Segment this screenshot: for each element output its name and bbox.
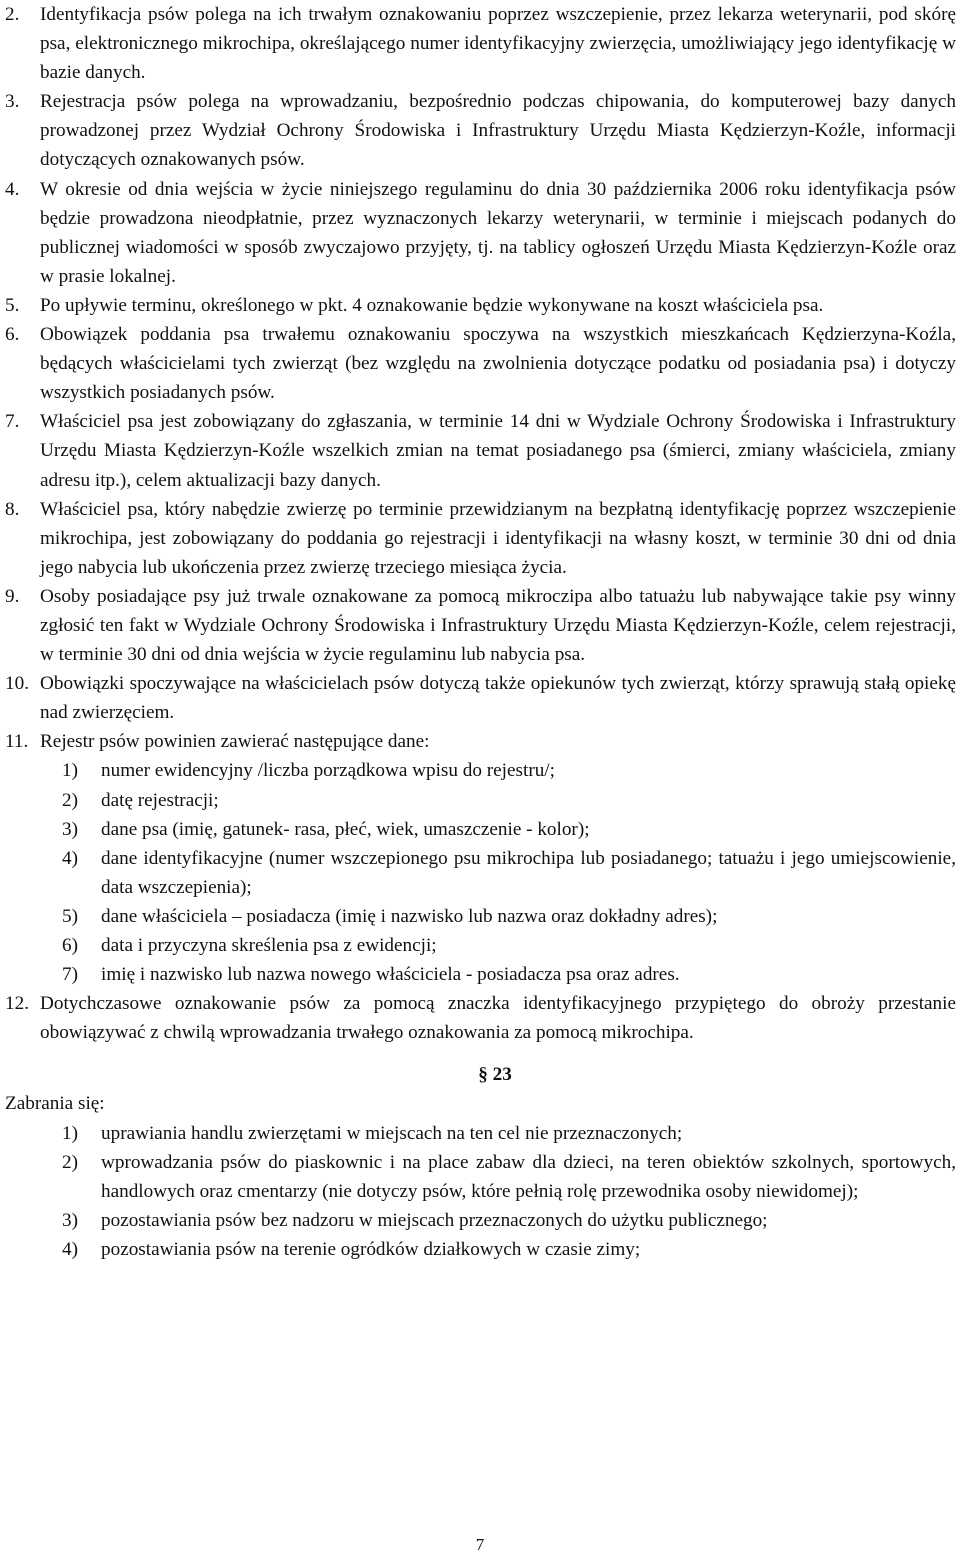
register-item: 1) numer ewidencyjny /liczba porządkowa wpisu do rejestru/; xyxy=(62,760,555,782)
register-item: 2) datę rejestracji; xyxy=(62,789,219,811)
list-item: 7. Właściciel psa jest zobowiązany do zgłaszania, w terminie 14 dni w Wydziale Ochrony Środowiska i Infrastruktury Urzędu Miasta Kędzierzyn-Koźle wszelkich zmian na temat posiadanego psa (śmierci, zmiany właściciela, zmiany adresu itp.), celem aktualizacji bazy danych. xyxy=(5,411,956,491)
register-item: 4) dane identyfikacyjne (numer wszczepionego psu mikrochipa lub posiadanego; tatuażu i jego umiejscowienie, data wszczepienia); xyxy=(62,847,956,898)
list-item: 9. Osoby posiadające psy już trwale oznakowane za pomocą mikroczipa albo tatuażu lub nabywające takie psy winny zgłosić ten fakt w Wydziale Ochrony Środowiska i Infrastruktury Urzędu Miasta Kędzierzyn-Koźle, celem rejestracji, w terminie 30 dni od dnia wejścia w życie regulaminu lub nabycia psa. xyxy=(5,585,956,666)
list-item: 5. Po upływie terminu, określonego w pkt. 4 oznakowanie będzie wykonywane na koszt właściciela psa. xyxy=(5,294,824,316)
list-item: 3. Rejestracja psów polega na wprowadzaniu, bezpośrednio podczas chipowania, do komputerowej bazy danych prowadzonej przez Wydział Ochrony Środowiska i Infrastruktury Urzędu Miasta Kędzierzyn-Koźle, informacji dotyczących oznakowanych psów. xyxy=(5,91,956,171)
prohibition-item: 3) pozostawiania psów bez nadzoru w miejscach przeznaczonych do użytku publicznego; xyxy=(62,1209,768,1231)
page-number: 7 xyxy=(475,1535,485,1554)
register-item: 7) imię i nazwisko lub nazwa nowego właściciela - posiadacza psa oraz adres. xyxy=(62,964,680,986)
prohibition-item: 2) wprowadzania psów do piaskownic i na place zabaw dla dzieci, na teren obiektów szkolnych, sportowych, handlowych oraz cmentarzy (nie dotyczy psów, które pełnią rolę przewodnika osoby niewidomej); xyxy=(62,1151,956,1202)
list-item: 11. Rejestr psów powinien zawierać następujące dane: xyxy=(5,731,430,753)
list-item: 4. W okresie od dnia wejścia w życie niniejszego regulaminu do dnia 30 października 2006 roku identyfikacja psów będzie prowadzona nieodpłatnie, przez wyznaczonych lekarzy weterynarii, w terminie i miejscach podanych do publicznej wiadomości w sposób zwyczajowo przyjęty, tj. na tablicy ogłoszeń Urzędu Miasta Kędzierzyn-Koźle oraz w prasie lokalnej. xyxy=(5,178,956,287)
list-item: 10. Obowiązki spoczywające na właścicielach psów dotyczą także opiekunów tych zwierząt, którzy sprawują stałą opiekę nad zwierzęciem. xyxy=(5,673,956,724)
prohibition-item: 1) uprawiania handlu zwierzętami w miejscach na ten cel nie przeznaczonych; xyxy=(62,1122,683,1144)
list-item: 6. Obowiązek poddania psa trwałemu oznakowaniu spoczywa na wszystkich mieszkańcach Kędzierzyna-Koźla, będących właścicielami tych zwierząt (bez względu na zwolnienia dotyczące podatku od posiadania psa) i dotyczy wszystkich posiadanych psów. xyxy=(5,324,956,404)
register-item: 5) dane właściciela – posiadacza (imię i nazwisko lub nazwa oraz dokładny adres); xyxy=(62,905,718,927)
register-item: 6) data i przyczyna skreślenia psa z ewidencji; xyxy=(62,935,437,956)
register-item: 3) dane psa (imię, gatunek- rasa, płeć, wiek, umaszczenie - kolor); xyxy=(62,818,590,840)
prohibition-item: 4) pozostawiania psów na terenie ogródków działkowych w czasie zimy; xyxy=(62,1238,641,1260)
list-item: 2. Identyfikacja psów polega na ich trwałym oznakowaniu poprzez wszczepienie, przez lekarza weterynarii, pod skórę psa, elektronicznego mikrochipa, określającego numer identyfikacyjny zwierzęcia, umożliwiający jego identyfikację w bazie danych. xyxy=(5,4,956,84)
section-lead: Zabrania się: xyxy=(5,1093,105,1115)
list-item: 8. Właściciel psa, który nabędzie zwierzę po terminie przewidzianym na bezpłatną identyfikację poprzez wszczepienie mikrochipa, jest zobowiązany do poddania go rejestracji i identyfikacji na własny koszt, w terminie 30 dni od dnia jego nabycia lub ukończenia przez zwierzę trzeciego miesiąca życia. xyxy=(5,498,956,578)
section-heading: § 23 xyxy=(478,1064,512,1086)
list-item: 12. Dotychczasowe oznakowanie psów za pomocą znaczka identyfikacyjnego przypiętego do obroży przestanie obowiązywać z chwilą wprowadzania trwałego oznakowania za pomocą mikrochipa. xyxy=(5,993,956,1044)
